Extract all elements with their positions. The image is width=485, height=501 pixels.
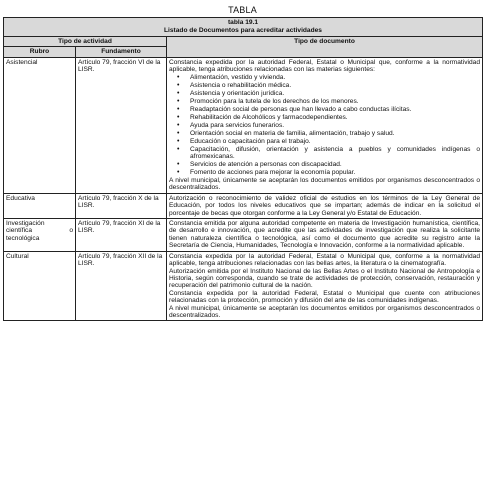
- rubro-line: tecnológica: [6, 234, 40, 242]
- page-heading: TABLA: [228, 5, 257, 15]
- documento-cell: Constancia emitida por alguna autoridad competente en materia de Investigación humanística, científica, de desarrollo e innovación, que acredite que las actividades de investigación que realiza la solicitante tienen naturaleza científica o tecnológica, así como el documento que acredite su registro ante la Secretaría de Ciencia, Humanidades, Tecnología e Innovación, conforme a la normatividad aplicable.: [167, 219, 483, 252]
- documento-paragraph: Constancia expedida por la autoridad Federal, Estatal o Municipal que, conforme a la normatividad aplicable, tenga atribuciones relacionadas con las bellas artes, la literatura o la cinematografía.: [169, 252, 480, 268]
- rubro-cell: Asistencial: [4, 57, 76, 193]
- table-title-cell: [4, 18, 483, 37]
- fundamento-cell: Artículo 79, fracción VI de la LISR.: [76, 57, 167, 193]
- rubro-line: Investigación: [6, 220, 45, 228]
- documento-cell: [167, 251, 483, 321]
- list-item: • Capacitación, difusión, orientación y asistencia a pueblos y comunidades indígenas o afromexicanas.: [190, 146, 480, 161]
- documento-outro: A nivel municipal, únicamente se aceptarán los documentos emitidos por organismos desconcentrados o descentralizados.: [169, 177, 480, 192]
- documento-cell: Autorización o reconocimiento de validez oficial de estudios en los términos de la Ley General de Educación, por todos los niveles educativos que se impartan; además de indicar en la solicitud el porcentaje de becas que otorgan conforme a la Ley General y/o Estatal de Educación.: [167, 193, 483, 218]
- list-item: • Promoción para la tutela de los derechos de los menores.: [190, 98, 480, 105]
- header-tipo-documento: Tipo de documento: [167, 37, 483, 58]
- fundamento-cell: Artículo 79, fracción XII de la LISR.: [76, 251, 167, 321]
- list-item: • Rehabilitación de Alcohólicos y farmacodependientes.: [190, 114, 480, 121]
- documento-cell: [167, 57, 483, 193]
- documento-paragraph: Autorización emitida por el Instituto Nacional de las Bellas Artes o el Instituto Nacional de Antropología e Historia, según corresponda, cuando se trate de actividades de protección, conservación, restauración y recuperación del patrimonio cultural de la nación.: [169, 267, 480, 290]
- table-row-educativa: [4, 193, 483, 218]
- list-item: • Ayuda para servicios funerarios.: [190, 122, 480, 129]
- table-number: tabla 19.1: [227, 19, 259, 26]
- table-title: Listado de Documentos para acreditar actividades: [164, 27, 322, 34]
- list-item: • Educación o capacitación para el trabajo.: [190, 138, 480, 145]
- list-item: • Servicios de atención a personas con discapacidad.: [190, 161, 480, 168]
- table-row-cultural: [4, 251, 483, 321]
- list-item: • Orientación social en materia de familia, alimentación, trabajo y salud.: [190, 130, 480, 137]
- documento-intro: Constancia expedida por la autoridad Federal, Estatal o Municipal que, conforme a la normatividad aplicable, tenga atribuciones relacionadas con las materias siguientes:: [169, 58, 480, 74]
- materias-list: [169, 74, 480, 177]
- rubro-cell: Educativa: [4, 193, 76, 218]
- list-item: • Asistencia y orientación jurídica.: [190, 90, 480, 97]
- table-row-asistencial: [4, 57, 483, 193]
- fundamento-cell: Artículo 79, fracción X de la LISR.: [76, 193, 167, 218]
- list-item: • Asistencia o rehabilitación médica.: [190, 82, 480, 89]
- column-header-row: [4, 37, 483, 47]
- documento-paragraph: Constancia expedida por la autoridad Federal, Estatal o Municipal que cuente con atribuciones relacionadas con la protección, promoción y difusión del arte de las comunidades indígenas.: [169, 289, 480, 305]
- rubro-word: o: [69, 227, 73, 235]
- list-item: • Fomento de acciones para mejorar la economía popular.: [190, 169, 480, 176]
- header-rubro: Rubro: [4, 47, 76, 57]
- table-title-row: [4, 18, 483, 37]
- list-item: • Readaptación social de personas que han llevado a cabo conductas ilícitas.: [190, 106, 480, 113]
- rubro-line: [6, 227, 73, 234]
- rubro-cell: [4, 219, 76, 252]
- rubro-cell: Cultural: [4, 251, 76, 321]
- documento-paragraph: A nivel municipal, únicamente se aceptarán los documentos emitidos por organismos desconcentrados o descentralizados.: [169, 304, 480, 319]
- list-item: • Alimentación, vestido y vivienda.: [190, 74, 480, 81]
- header-fundamento: Fundamento: [76, 47, 167, 57]
- fundamento-cell: Artículo 79, fracción XI de la LISR.: [76, 219, 167, 252]
- table-row-investigacion: [4, 219, 483, 252]
- rubro-word: científica: [6, 227, 33, 235]
- header-tipo-actividad: Tipo de actividad: [4, 37, 167, 47]
- documents-table: [3, 17, 483, 321]
